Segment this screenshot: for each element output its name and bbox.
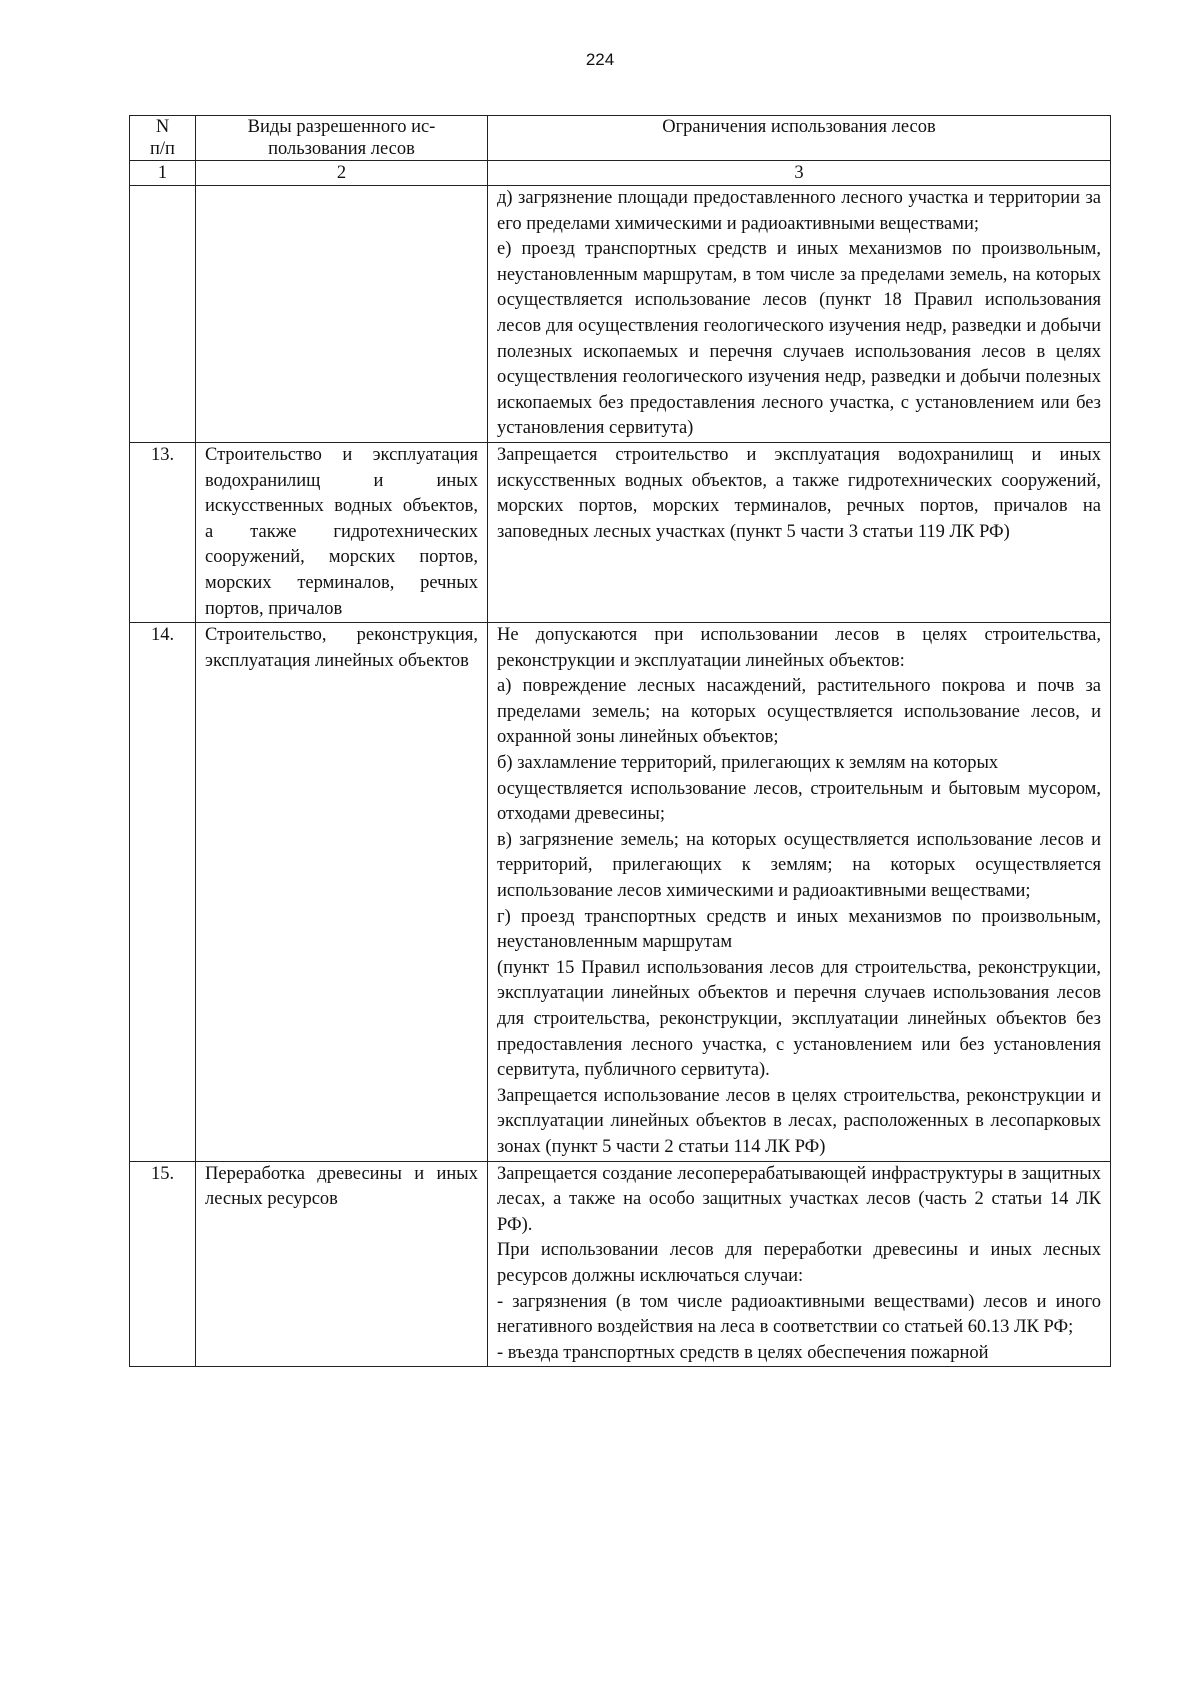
restriction-paragraph: При использовании лесов для переработки древесины и иных лесных ресурсов должны исключаться случаи: <box>497 1240 1101 1286</box>
table-row <box>130 623 1111 1161</box>
restriction-paragraph: е) проезд транспортных средств и иных механизмов по произвольным, неустановленным маршрутам, в том числе за пределами земель, на которых осуществляется использование лесов (пункт 18 Правил использования лесов для осуществления геологического изучения недр, разведки и добычи полезных ископаемых и перечня случаев использования лесов в целях осуществления геологического изучения недр, разведки и добычи полезных ископаемых без предоставления лесного участка, с установлением или без установления сервитута) <box>497 239 1101 439</box>
row-restrictions <box>488 1161 1111 1367</box>
restriction-paragraph: - загрязнения (в том числе радиоактивными веществами) лесов и иного негативного воздействия на леса в соответствии со статьей 60.13 ЛК РФ; <box>497 1291 1101 1338</box>
header-number-line-2: п/п <box>150 139 175 159</box>
header-number <box>130 116 196 161</box>
restriction-paragraph: д) загрязнение площади предоставленного лесного участка и территории за его пределами химическими и радиоактивными веществами; <box>497 188 1101 234</box>
header-usage-type-line-2: пользования лесов <box>268 139 415 159</box>
table-row <box>130 186 1111 443</box>
header-usage-type <box>196 116 488 161</box>
row-number: 13. <box>130 442 196 622</box>
restriction-paragraph: Запрещается использование лесов в целях строительства, реконструкции и эксплуатации линейных объектов в лесах, расположенных в лесопарковых зонах (пункт 5 части 2 статьи 114 ЛК РФ) <box>497 1085 1101 1157</box>
row-usage-type: Строительство и эксплуатация водохранилищ и иных искусственных водных объектов, а также гидротехнических сооружений, морских портов, морских терминалов, речных портов, причалов <box>196 442 488 622</box>
column-number-3: 3 <box>488 161 1111 186</box>
restriction-paragraph: - въезда транспортных средств в целях обеспечения пожарной <box>497 1342 989 1363</box>
restrictions-table <box>129 115 1111 1367</box>
row-restrictions <box>488 442 1111 622</box>
table-row <box>130 442 1111 622</box>
column-numbers-row <box>130 161 1111 186</box>
row-number: 15. <box>130 1161 196 1367</box>
header-usage-type-line-1: Виды разрешенного ис- <box>247 117 436 137</box>
header-number-line-1: N <box>155 117 170 137</box>
row-usage-type: Строительство, реконструкция, эксплуатация линейных объектов <box>196 623 488 1161</box>
column-number-2: 2 <box>196 161 488 186</box>
page-number: 224 <box>585 50 615 69</box>
restriction-paragraph: б) захламление территорий, прилегающих к землям на которых <box>497 753 999 774</box>
row-number: 14. <box>130 623 196 1161</box>
row-restrictions <box>488 623 1111 1161</box>
restriction-paragraph: Запрещается создание лесоперерабатывающей инфраструктуры в защитных лесах, а также на особо защитных участках лесов (часть 2 статьи 14 ЛК РФ). <box>497 1163 1101 1235</box>
restriction-paragraph: а) повреждение лесных насаждений, растительного покрова и почв за пределами земель; на которых осуществляется использование лесов, и охранной зоны линейных объектов; <box>497 676 1101 748</box>
restriction-paragraph: в) загрязнение земель; на которых осуществляется использование лесов и территорий, прилегающих к землям; на которых осуществляется использование лесов химическими и радиоактивными веществами; <box>497 829 1101 902</box>
table-row <box>130 1161 1111 1367</box>
restriction-paragraph: г) проезд транспортных средств и иных механизмов по произвольным, неустановленным маршрутам <box>497 906 1101 953</box>
row-restrictions <box>488 186 1111 443</box>
row-usage-type <box>196 186 488 443</box>
header-restrictions: Ограничения использования лесов <box>488 116 1111 161</box>
row-number <box>130 186 196 443</box>
restriction-paragraph: осуществляется использование лесов, строительным и бытовым мусором, отходами древесины; <box>497 778 1101 825</box>
row-usage-type: Переработка древесины и иных лесных ресурсов <box>196 1161 488 1367</box>
restriction-paragraph: Не допускаются при использовании лесов в целях строительства, реконструкции и эксплуатации линейных объектов: <box>497 625 1101 671</box>
table-header-row <box>130 116 1111 161</box>
column-number-1: 1 <box>130 161 196 186</box>
restriction-paragraph: Запрещается строительство и эксплуатация водохранилищ и иных искусственных водных объектов, а также гидротехнических сооружений, морских портов, морских терминалов, речных портов, причалов на заповедных лесных участках (пункт 5 части 3 статьи 119 ЛК РФ) <box>497 444 1101 542</box>
restriction-paragraph: (пункт 15 Правил использования лесов для строительства, реконструкции, эксплуатации линейных объектов и перечня случаев использования лесов для строительства, реконструкции, эксплуатации линейных объектов без предоставления лесного участка, с установлением или без установления сервитута, публичного сервитута). <box>497 957 1101 1081</box>
